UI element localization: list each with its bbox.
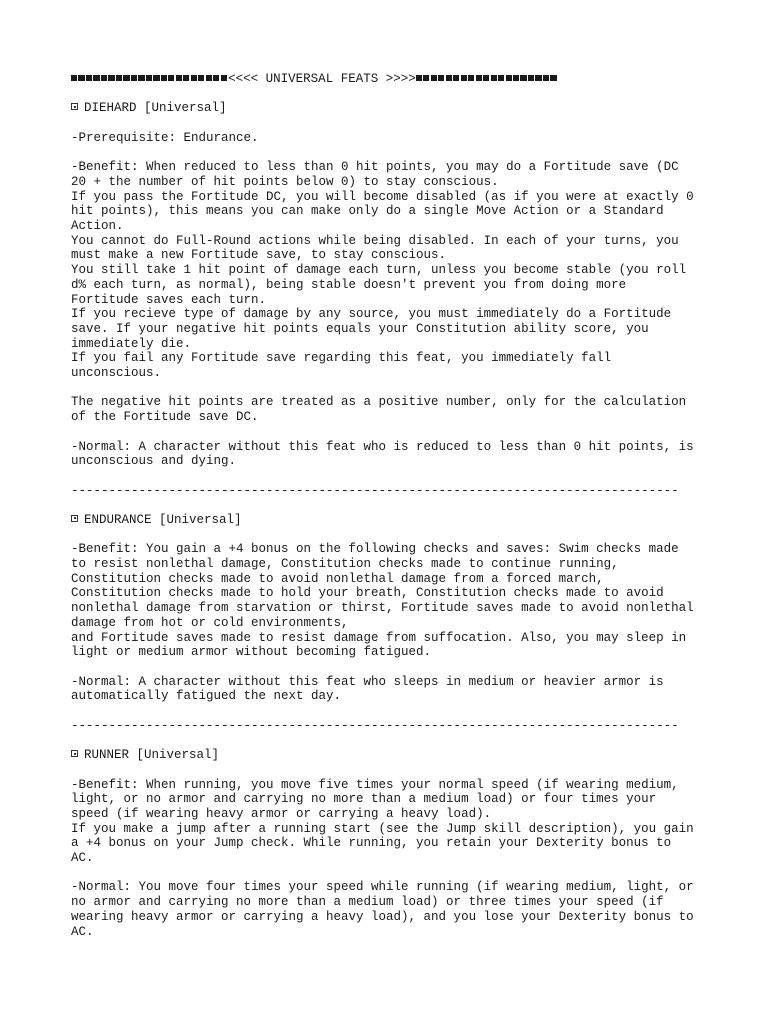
bar-square: [543, 75, 549, 81]
bar-square: [123, 75, 129, 81]
separator-line: ---------------------------------------------------------------------------------: [71, 718, 679, 733]
bar-square: [191, 75, 197, 81]
bar-square: [423, 75, 429, 81]
benefit-text: -Benefit: You gain a +4 bonus on the following checks and saves: Swim checks made to resist nonlethal damage, Constitution checks made to continue running, Constitution checks made to avoid nonlethal damage from a forced march, Constitution checks made to hold your breath, Constitution checks made to avoid nonlethal damage from starvation or thirst, Fortitude saves made to avoid nonlethal damage from hot or cold environments, and Fortitude saves made to resist damage from suffocation. Also, you may sleep in light or medium armor without becoming fatigued.: [71, 542, 694, 660]
bar-square: [71, 75, 77, 81]
bar-square: [116, 75, 122, 81]
bar-square: [491, 75, 497, 81]
bar-square: [101, 75, 107, 81]
bar-square: [198, 75, 204, 81]
bar-square: [93, 75, 99, 81]
bar-square: [513, 75, 519, 81]
bar-square: [498, 75, 504, 81]
feat-title-diehard: DIEHARD [Universal]: [71, 101, 711, 116]
bar-square: [520, 75, 526, 81]
bar-square: [550, 75, 556, 81]
normal-text: -Normal: A character without this feat who is reduced to less than 0 hit points, is unconscious and dying.: [71, 439, 694, 469]
bar-square: [183, 75, 189, 81]
bar-square: [86, 75, 92, 81]
section-title: <<<< UNIVERSAL FEATS >>>>: [228, 72, 416, 86]
bar-square: [416, 75, 422, 81]
bar-square: [431, 75, 437, 81]
bar-square: [161, 75, 167, 81]
bar-square: [168, 75, 174, 81]
note-text: The negative hit points are treated as a positive number, only for the calculation of the Fortitude save DC.: [71, 395, 687, 425]
bar-square: [453, 75, 459, 81]
bar-square: [153, 75, 159, 81]
feat-title-endurance: ENDURANCE [Universal]: [71, 513, 711, 528]
normal-text: -Normal: A character without this feat who sleeps in medium or heavier armor is automatically fatigued the next day.: [71, 674, 664, 704]
bar-square: [438, 75, 444, 81]
bar-square: [146, 75, 152, 81]
bar-square: [213, 75, 219, 81]
normal-text: -Normal: You move four times your speed while running (if wearing medium, light, or no armor and carrying no more than a medium load) or three times your speed (if wearing heavy armor or carrying a heavy load), and you lose your Dexterity bonus to AC.: [71, 880, 694, 939]
section-header: [71, 72, 711, 87]
bar-square: [78, 75, 84, 81]
feat-bullet-icon: [71, 515, 78, 522]
document: [71, 72, 711, 939]
separator-line: ---------------------------------------------------------------------------------: [71, 483, 679, 498]
header-left-bar: [71, 72, 228, 86]
bar-square: [221, 75, 227, 81]
bar-square: [468, 75, 474, 81]
bar-square: [138, 75, 144, 81]
header-right-bar: [416, 72, 558, 86]
bar-square: [535, 75, 541, 81]
bar-square: [528, 75, 534, 81]
bar-square: [506, 75, 512, 81]
bar-square: [476, 75, 482, 81]
feat-bullet-icon: [71, 103, 78, 110]
bar-square: [206, 75, 212, 81]
bar-square: [446, 75, 452, 81]
benefit-text: -Benefit: When reduced to less than 0 hit points, you may do a Fortitude save (DC 20 + the number of hit points below 0) to stay conscious. If you pass the Fortitude DC, you will become disabled (as if you were at exactly 0 hit points), this means you can make only do a single Move Action or a Standard Action. You cannot do Full-Round actions while being disabled. In each of your turns, you must make a new Fortitude save, to stay conscious. You still take 1 hit point of damage each turn, unless you become stable (you roll d% each turn, as normal), being stable doesn't prevent you from doing more Fortitude saves each turn. If you recieve type of damage by any source, you must immediately do a Fortitude save. If your negative hit points equals your Constitution ability score, you immediately die. If you fail any Fortitude save regarding this feat, you immediately fall unconscious.: [71, 160, 694, 381]
bar-square: [483, 75, 489, 81]
benefit-text: -Benefit: When running, you move five times your normal speed (if wearing medium, light, or no armor and carrying no more than a medium load) or four times your speed (if wearing heavy armor or carrying a heavy load). If you make a jump after a running start (see the Jump skill description), you gain a +4 bonus on your Jump check. While running, you retain your Dexterity bonus to AC.: [71, 777, 694, 866]
prerequisite: -Prerequisite: Endurance.: [71, 130, 259, 145]
feat-title-runner: RUNNER [Universal]: [71, 748, 711, 763]
feat-bullet-icon: [71, 750, 78, 757]
bar-square: [176, 75, 182, 81]
bar-square: [108, 75, 114, 81]
bar-square: [461, 75, 467, 81]
bar-square: [131, 75, 137, 81]
